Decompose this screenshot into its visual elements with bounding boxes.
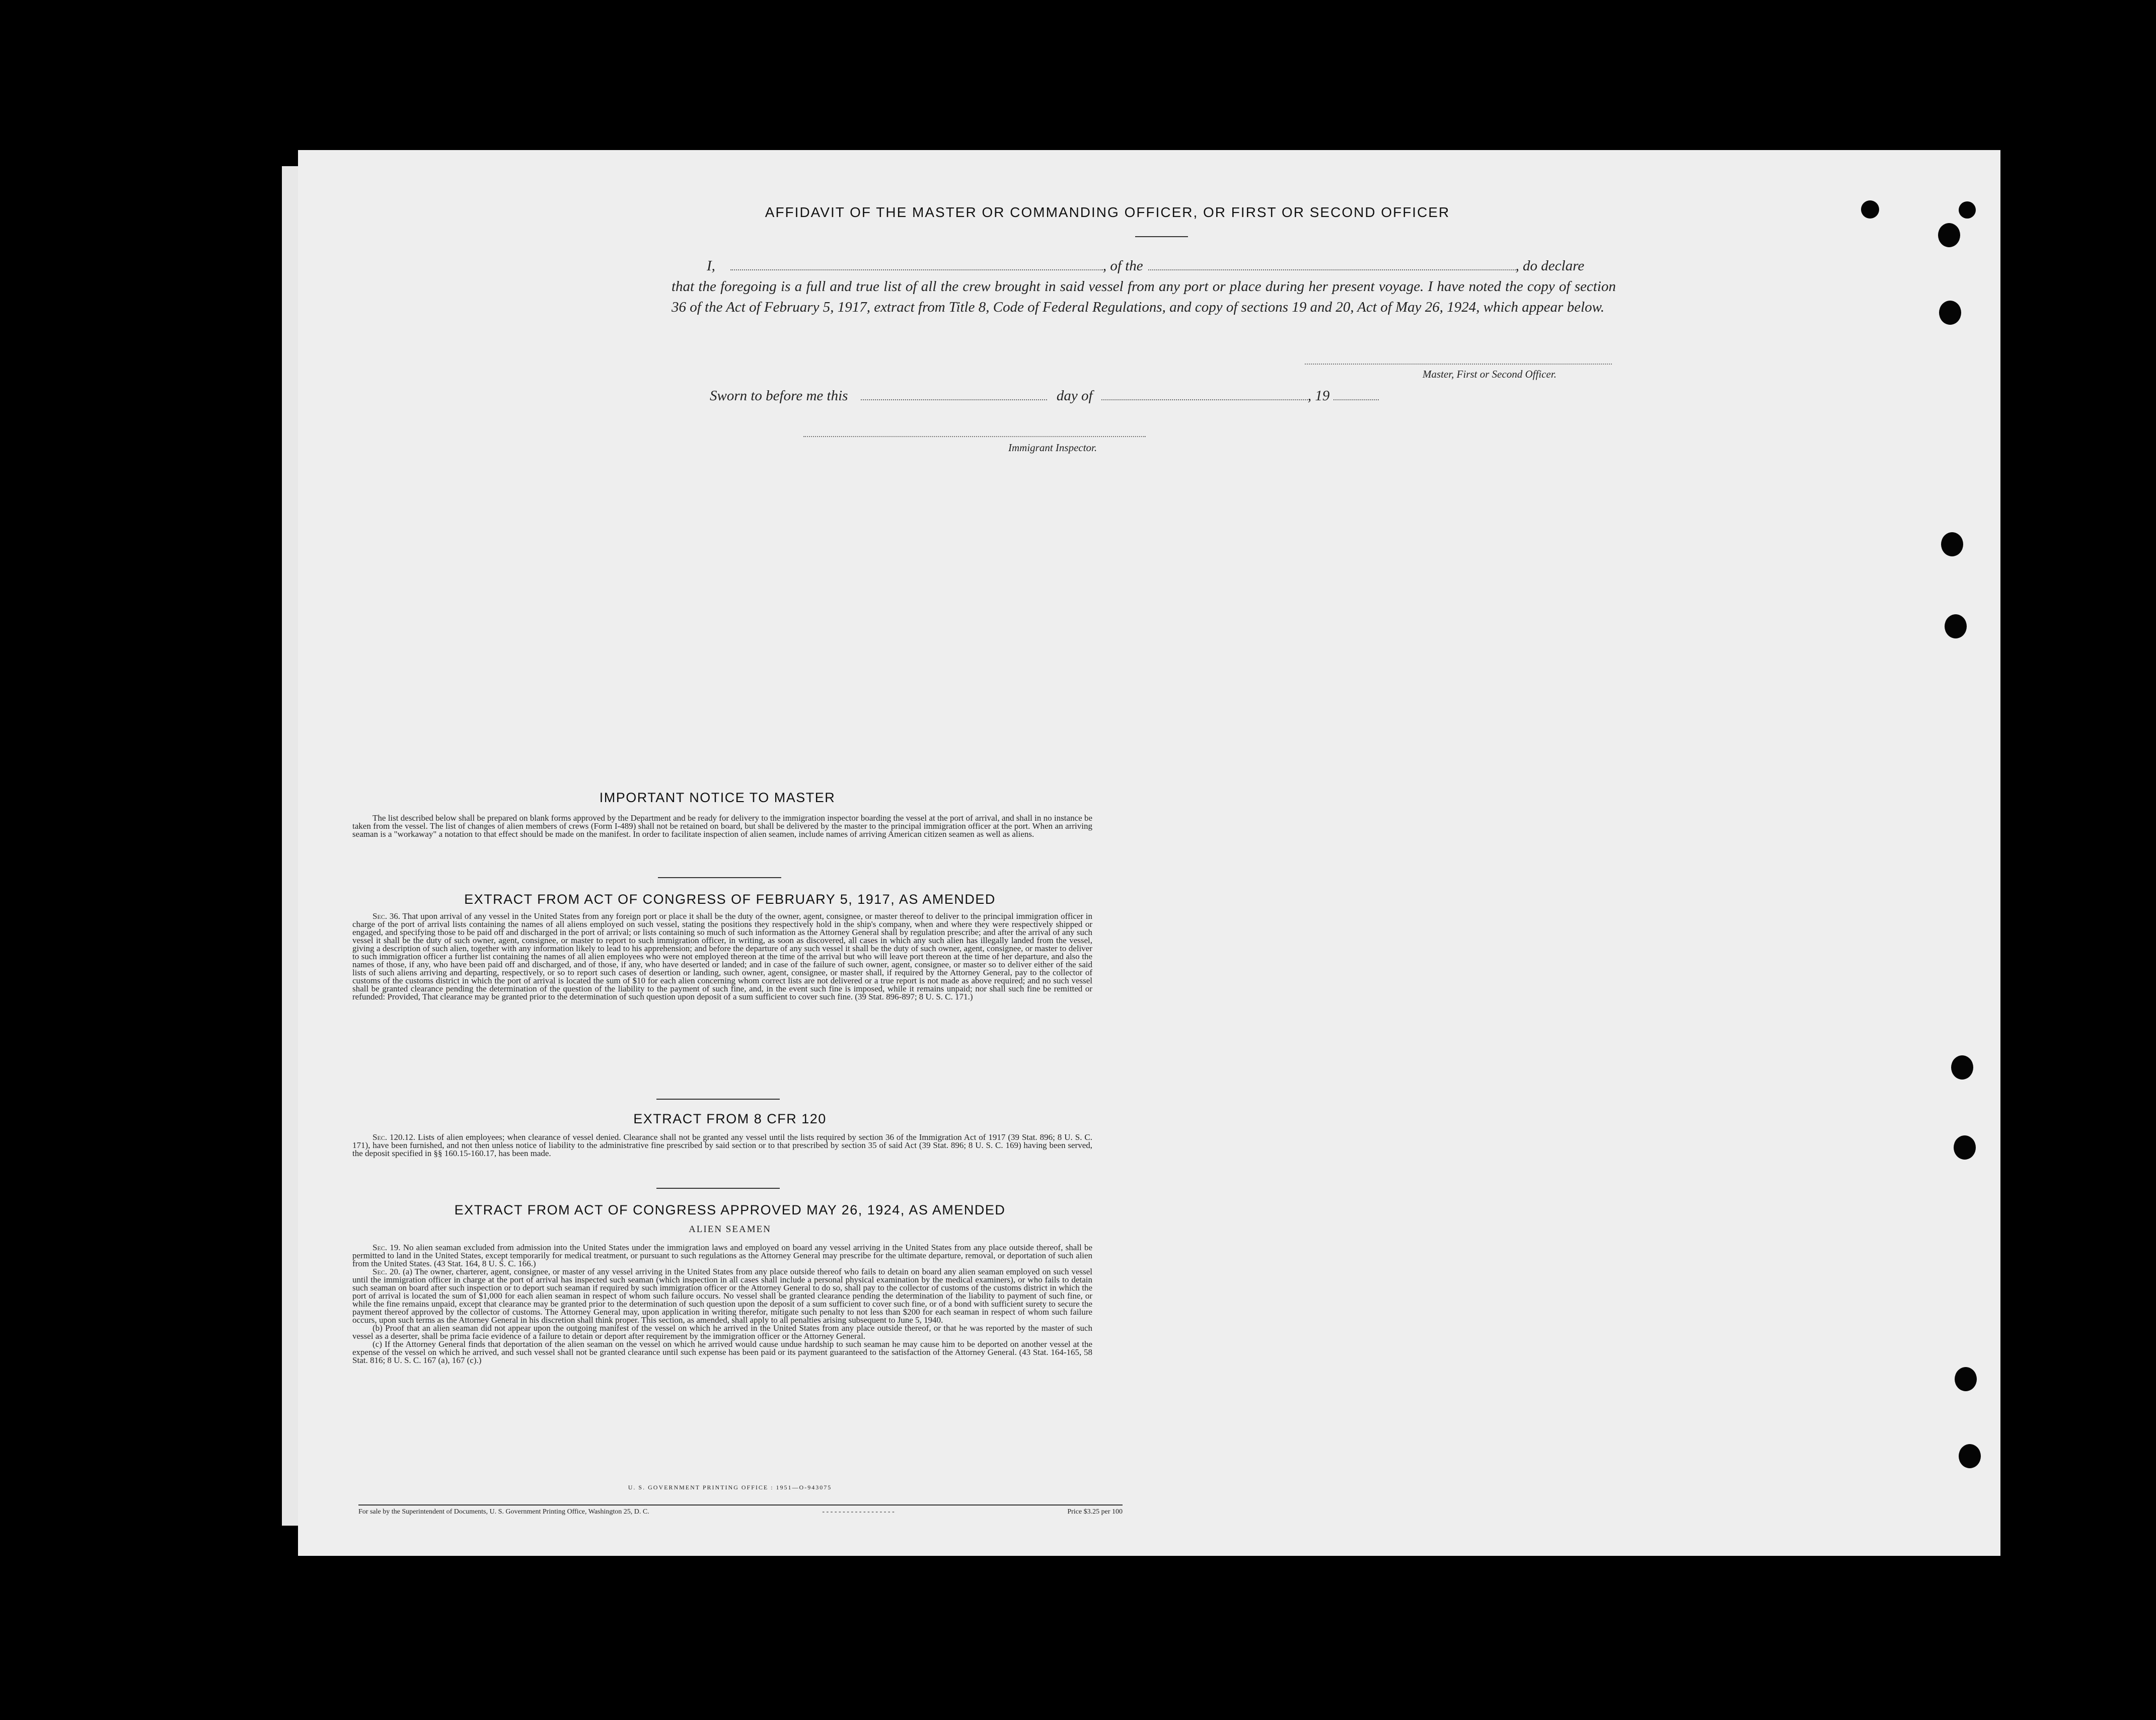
- sec-36-label: Sec. 36.: [373, 911, 400, 921]
- name-blank[interactable]: [730, 265, 1103, 270]
- affidavit-title: AFFIDAVIT OF THE MASTER OR COMMANDING OFFICER, OR FIRST OR SECOND OFFICER: [765, 204, 1450, 220]
- binder-hole-3: [1938, 223, 1960, 247]
- printer-imprint: U. S. GOVERNMENT PRINTING OFFICE : 1951—O-943075: [628, 1484, 832, 1491]
- day-of-label: day of: [1056, 388, 1093, 404]
- sec-20a-text: (a) The owner, charterer, agent, consignee, or master of any vessel arriving in the United States from any place outside thereof who fails to detain on board any alien seaman employed on such vessel until the immigration officer in charge at the port of arrival has inspected such seaman (which inspection in all cases shall include a personal physical examination by the medical examiners), or who fails to detain such seaman on board after such inspection or to deport such seaman if required by such immigration officer or the Attorney General to do so, shall pay to the collector of customs of the customs district in which the port of arrival is located the sum of $1,000 for each alien seaman in respect of whom such failure occurs. No vessel shall be granted clearance pending the determination of the liability to payment of such fine, or while the fine remains unpaid, except that clearance may be granted prior to the determination of such question upon the deposit of a sum sufficient to cover such fine, or of a bond with sufficient surety to secure the payment thereof approved by the collector of customs. The Attorney General may, upon application in writing therefor, mitigate such penalty to not less than $200 for each seaman in respect of whom such failure occurs, upon such terms as the Attorney General in his discretion shall think proper. This section, as amended, shall apply to all penalties arising subsequent to June 5, 1940.: [352, 1267, 1092, 1325]
- i-label: I,: [707, 258, 715, 274]
- notice-rule: [658, 877, 781, 878]
- year-blank[interactable]: [1333, 395, 1379, 400]
- sale-leader: - - - - - - - - - - - - - - - - - -: [822, 1508, 895, 1516]
- alien-seamen-subtitle: ALIEN SEAMEN: [689, 1224, 771, 1235]
- inspector-caption: Immigrant Inspector.: [1008, 442, 1097, 454]
- extract-1917-text: [352, 912, 1092, 1001]
- declaration-block: [672, 256, 1616, 318]
- price-text: Price $3.25 per 100: [1067, 1508, 1123, 1516]
- sec-20-label: Sec. 20.: [373, 1267, 401, 1276]
- binder-hole-9: [1955, 1367, 1977, 1391]
- notice-text: [352, 814, 1092, 838]
- extract-cfr-title: EXTRACT FROM 8 CFR 120: [633, 1111, 827, 1126]
- declaration-text: that the foregoing is a full and true list of all the crew brought in said vessel from any port or place during her present voyage. I have noted the copy of section 36 of the Act of February 5, 1917, extract from Title 8, Code of Federal Regulations, and copy of sections 19 and 20, Act of May 26, 1924, which appear below.: [672, 278, 1616, 315]
- sec-120-text: Lists of alien employees; when clearance of vessel denied. Clearance shall not be granted any vessel until the lists required by section 36 of the Immigration Act of 1917 (39 Stat. 896; 8 U. S. C. 171), have been furnished, and not then unless notice of liability to the administrative fine prescribed by said section or to that prescribed by section 35 of said Act (39 Stat. 896; 8 U. S. C. 169) having been served, the deposit specified in §§ 160.15-160.17, has been made.: [352, 1132, 1092, 1158]
- extract-cfr-text: [352, 1133, 1092, 1158]
- month-blank[interactable]: [1101, 395, 1308, 400]
- sec-120-label: Sec. 120.12.: [373, 1132, 415, 1142]
- sec-19-paragraph: [352, 1244, 1092, 1268]
- master-signature-line[interactable]: [1305, 364, 1612, 365]
- binder-hole-8: [1954, 1135, 1976, 1160]
- binder-hole-1: [1861, 200, 1879, 219]
- sworn-line: [710, 388, 1379, 404]
- sec-19-label: Sec. 19.: [373, 1243, 401, 1252]
- extract-1924-text: [352, 1244, 1092, 1365]
- do-declare-label: , do declare: [1515, 258, 1585, 274]
- title-rule: [1135, 236, 1188, 237]
- extract-cfr-rule: [656, 1188, 780, 1189]
- sale-text: For sale by the Superintendent of Documents, U. S. Government Printing Office, Washington 25, D. C.: [358, 1508, 649, 1516]
- declarant-line: [672, 256, 1616, 276]
- binder-hole-7: [1951, 1055, 1973, 1080]
- notice-title: IMPORTANT NOTICE TO MASTER: [599, 790, 836, 805]
- vessel-blank[interactable]: [1148, 265, 1516, 270]
- notice-paragraph: The list described below shall be prepared on blank forms approved by the Department and be ready for delivery to the immigration inspector boarding the vessel at the port of arrival, and shall in no instance be taken from the vessel. The list of changes of alien members of crews (Form I-489) shall not be retained on board, but shall be delivered by the master to the principal immigration officer at the port. When an arriving seaman is a "workaway" a notation to that effect should be made on the manifest. In order to facilitate inspection of alien seamen, include names of arriving American citizen seamen as well as aliens.: [352, 813, 1092, 839]
- sworn-prefix: Sworn to before me this: [710, 388, 848, 404]
- sworn-date-blank[interactable]: [861, 395, 1047, 400]
- sec-20a-paragraph: [352, 1268, 1092, 1324]
- year-prefix: , 19: [1307, 388, 1330, 404]
- binder-hole-2: [1959, 201, 1976, 219]
- extract-1924-title: EXTRACT FROM ACT OF CONGRESS APPROVED MAY 26, 1924, AS AMENDED: [454, 1202, 1006, 1217]
- sec-20b-paragraph: (b) Proof that an alien seaman did not appear upon the outgoing manifest of the vessel on which he arrived in the United States from any place outside thereof, or that he was reported by the master of such vessel as a deserter, shall be prima facie evidence of a failure to detain or deport after requirement by the immigration officer or the Attorney General.: [352, 1323, 1092, 1341]
- master-caption: Master, First or Second Officer.: [1423, 368, 1556, 380]
- inspector-signature-line[interactable]: [803, 436, 1146, 437]
- sec-20c-paragraph: (c) If the Attorney General finds that deportation of the alien seaman on the vessel on which he arrived would cause undue hardship to such seaman he may cause him to be deported on another vessel at the expense of the vessel on which he arrived, and such vessel shall not be granted clearance until such expense has been paid or its payment guaranteed to the satisfaction of the Attorney General. (43 Stat. 164-165, 58 Stat. 816; 8 U. S. C. 167 (a), 167 (c).): [352, 1339, 1092, 1365]
- binder-hole-5: [1941, 532, 1963, 556]
- footer-rule: [358, 1504, 1123, 1506]
- extract-1917-rule: [656, 1099, 780, 1100]
- sec-19-text: No alien seaman excluded from admission into the United States under the immigration laws and employed on board any vessel arriving in the United States from any place outside thereof, shall be permitted to land in the United States, except temporarily for medical treatment, or pursuant to such regulations as the Attorney General may prescribe for the ultimate departure, removal, or deportation of such alien from the United States. (43 Stat. 164, 8 U. S. C. 166.): [352, 1243, 1092, 1268]
- binder-hole-4: [1939, 301, 1961, 325]
- extract-1917-title: EXTRACT FROM ACT OF CONGRESS OF FEBRUARY 5, 1917, AS AMENDED: [464, 892, 996, 907]
- of-the-label: , of the: [1102, 258, 1143, 274]
- binder-hole-6: [1945, 614, 1967, 638]
- sec-36-text: That upon arrival of any vessel in the United States from any foreign port or place it shall be the duty of the owner, agent, consignee, or master thereof to deliver to the principal immigration officer in charge of the port of arrival lists containing the names of all aliens employed on such vessel, stating the positions they respectively hold in the ship's company, when and where they were respectively shipped or engaged, and specifying those to be paid off and discharged in the port of arrival; or lists containing so much of such information as the Attorney General shall by regulation prescribe; and after the arrival of any such vessel it shall be the duty of such owner, agent, consignee, or master to report to such immigration officer, in writing, as soon as discovered, all cases in which any such alien has illegally landed from the vessel, giving a description of such alien, together with any information likely to lead to his apprehension; and before the departure of any such vessel it shall be the duty of such owner, agent, consignee, or master to deliver to such immigration officer a further list containing the names of all alien employees who were not employed thereon at the time of the arrival but who will leave port thereon at the time of her departure, and also the names of those, if any, who have been paid off and discharged, and of those, if any, who have deserted or landed; and in case of the failure of such owner, agent, consignee, or master so to deliver either of the said lists of such aliens arriving and departing, respectively, or so to report such cases of desertion or landing, such owner, agent, consignee, or master shall, if required by the Attorney General, pay to the collector of customs of the customs district in which the port of arrival is located the sum of $10 for each alien concerning whom correct lists are not delivered or a true report is not made as above required; and no such vessel shall be granted clearance pending the determination of the question of the liability to the payment of such fine, and, in the event such fine is imposed, while it remains unpaid; nor shall such fine be remitted or refunded: Provided, That clearance may be granted prior to the determination of such question upon deposit of a sum sufficient to cover such fine. (39 Stat. 896-897; 8 U. S. C. 171.): [352, 911, 1092, 1001]
- sec-120-paragraph: [352, 1133, 1092, 1158]
- sale-line: [358, 1508, 1123, 1516]
- binder-hole-10: [1959, 1444, 1981, 1468]
- sec-36-paragraph: [352, 912, 1092, 1001]
